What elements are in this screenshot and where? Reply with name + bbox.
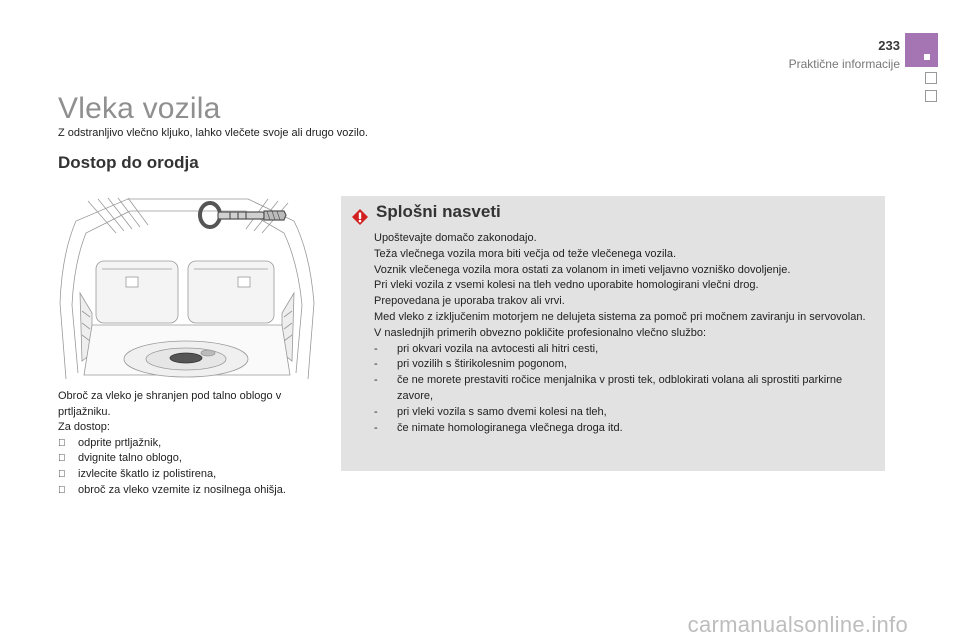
page-title: Vleka vozila (58, 92, 221, 125)
chapter-tab-empty[interactable] (925, 72, 937, 84)
chapter-tab-active[interactable] (905, 33, 938, 67)
advice-paragraph: Voznik vlečenega vozila mora ostati za volanom in imeti veljavno vozniško dovoljenje. (374, 263, 791, 276)
general-advice-heading: Splošni nasveti (376, 202, 501, 221)
warning-exclamation-icon (351, 208, 369, 226)
bullet-arrow-icon (58, 436, 78, 452)
watermark: carmanualsonline.info (687, 612, 908, 637)
list-item: izvlecite škatlo iz polistirena, (58, 467, 326, 483)
dash-marker: - (374, 342, 378, 355)
advice-paragraph: Pri vleki vozila z vsemi kolesi na tleh vedno uporabite homologirani vlečni drog. (374, 279, 759, 292)
list-item: odprite prtljažnik, (58, 436, 326, 452)
advice-paragraph: Upoštevajte domačo zakonodajo. (374, 232, 537, 244)
dash-marker: - (374, 358, 378, 371)
dash-marker: - (374, 405, 378, 418)
section-name: Praktične informacije (788, 57, 900, 71)
list-item: - pri vozilih s štirikolesnim pogonom, (374, 357, 874, 373)
chapter-tab-empty[interactable] (925, 90, 937, 102)
general-advice-panel (341, 196, 885, 471)
dash-marker: - (374, 421, 378, 434)
list-item: - če ne morete prestaviti ročice menjalnika v prosti tek, odblokirati volana ali sprostiti parkirne zavore, (374, 373, 874, 405)
tools-heading: Dostop do orodja (58, 153, 199, 172)
access-instructions (58, 389, 326, 498)
access-label: Za dostop: (58, 421, 110, 434)
advice-paragraph: Med vleko z izključenim motorjem ne delujeta sistema za pomoč pri močnem zaviranju in servovolan. (374, 310, 866, 323)
list-item: obroč za vleko vzemite iz nosilnega ohišja. (58, 483, 326, 499)
towing-eye-location-text: Obroč za vleko je shranjen pod talno oblogo v prtljažniku. (58, 390, 282, 418)
list-item: - pri okvari vozila na avtocesti ali hitri cesti, (374, 342, 874, 358)
chapter-tab-marker-icon (924, 54, 930, 60)
advice-paragraph: V naslednjih primerih obvezno pokličite profesionalno vlečno službo: (374, 326, 707, 339)
bullet-arrow-icon (58, 467, 78, 483)
page-subtitle: Z odstranljivo vlečno kljuko, lahko vlečete svoje ali drugo vozilo. (58, 127, 368, 139)
trunk-with-towing-eye-illustration (58, 193, 318, 379)
advice-paragraph: Prepovedana je uporaba trakov ali vrvi. (374, 295, 565, 308)
page-number: 233 (878, 38, 900, 53)
general-advice-text (374, 231, 874, 436)
bullet-arrow-icon (58, 451, 78, 467)
bullet-arrow-icon (58, 483, 78, 499)
list-item: - če nimate homologiranega vlečnega droga itd. (374, 421, 874, 437)
list-item: - pri vleki vozila s samo dvemi kolesi na tleh, (374, 405, 874, 421)
dash-marker: - (374, 374, 378, 387)
advice-paragraph: Teža vlečnega vozila mora biti večja od teže vlečenega vozila. (374, 247, 677, 260)
list-item: dvignite talno oblogo, (58, 451, 326, 467)
